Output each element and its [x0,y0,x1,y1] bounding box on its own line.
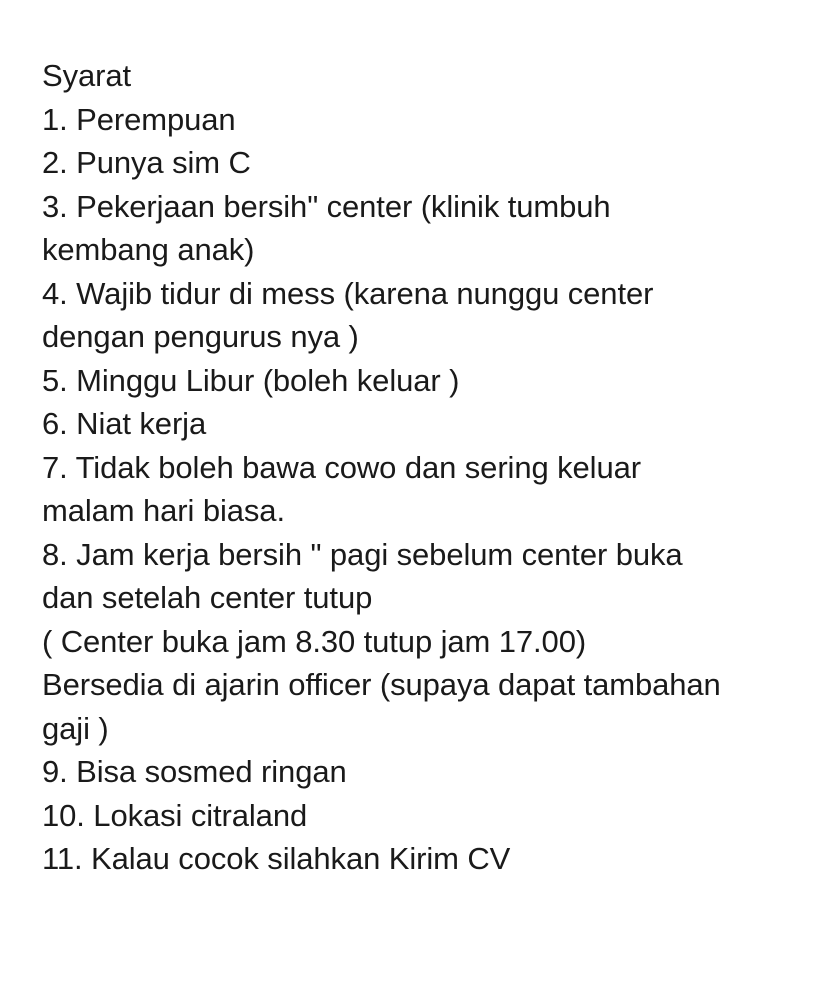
text-line: 10. Lokasi citraland [42,797,308,833]
text-line: dan setelah center tutup [42,580,373,615]
text-line: 3. Pekerjaan bersih" center (klinik tumbuh [42,188,611,224]
text-line: 9. Bisa sosmed ringan [42,754,347,789]
text-line: 8. Jam kerja bersih " pagi sebelum center buka [42,536,683,572]
text-line: 1. Perempuan [42,101,236,137]
text-line: 7. Tidak boleh bawa cowo dan sering keluar [42,449,641,485]
text-line: ( Center buka jam 8.30 tutup jam 17.00) [42,623,587,659]
text-line: Bersedia di ajarin officer (supaya dapat tambahan [42,667,721,702]
text-line: 11. Kalau cocok silahkan Kirim CV [42,841,511,876]
text-line: kembang anak) [42,232,255,267]
text-line: malam hari biasa. [42,493,285,528]
heading-line: Syarat [42,58,131,93]
requirements-text [42,54,812,881]
text-line: 6. Niat kerja [42,406,207,441]
text-line: dengan pengurus nya ) [42,319,359,354]
text-line: 2. Punya sim C [42,145,251,180]
text-line: 4. Wajib tidur di mess (karena nunggu center [42,275,654,311]
text-line: 5. Minggu Libur (boleh keluar ) [42,362,460,398]
text-line: gaji ) [42,710,109,746]
